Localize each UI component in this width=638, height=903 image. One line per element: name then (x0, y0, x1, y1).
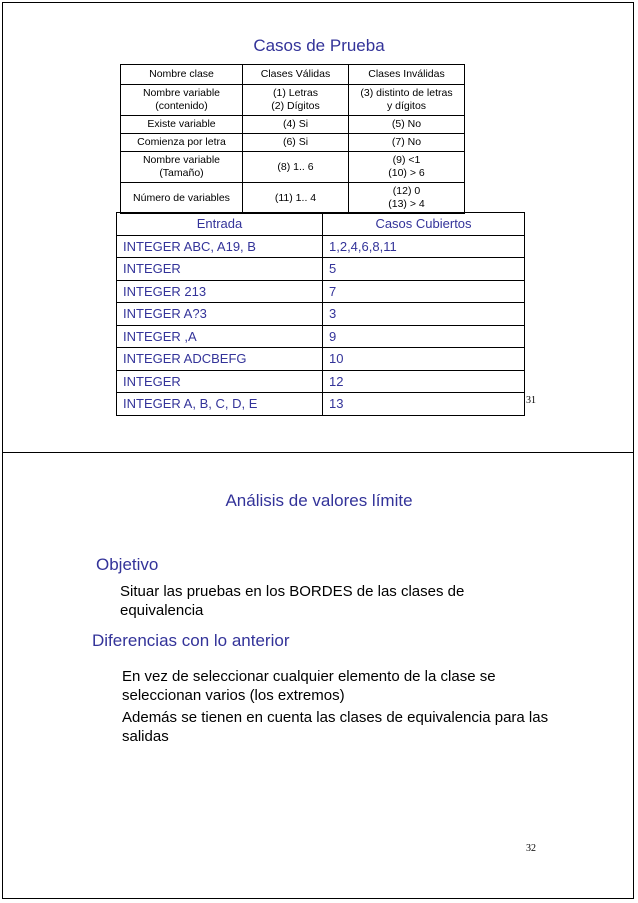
table-cell: (3) distinto de letras y dígitos (349, 85, 465, 116)
table-row (117, 370, 525, 393)
table-cell: (4) Si (243, 116, 349, 134)
objective-heading: Objetivo (96, 555, 159, 574)
table-row (117, 303, 525, 326)
table-header-row (121, 65, 465, 85)
header-clases-invalidas: Clases Inválidas (349, 65, 465, 85)
slide1-title: Casos de Prueba (253, 36, 385, 55)
equivalence-classes-table (120, 64, 465, 214)
table-row (117, 280, 525, 303)
table-cell: (12) 0 (13) > 4 (349, 183, 465, 214)
casos-cubiertos-cell: 9 (323, 325, 525, 348)
entrada-cell: INTEGER ,A (117, 325, 323, 348)
table-row (117, 235, 525, 258)
entrada-cell: INTEGER (117, 370, 323, 393)
table-cell: (7) No (349, 134, 465, 152)
page-number: 31 (526, 395, 536, 406)
slide2-title: Análisis de valores límite (225, 491, 413, 510)
table-row (121, 183, 465, 214)
table-row (117, 258, 525, 281)
entrada-cell: INTEGER ADCBEFG (117, 348, 323, 371)
entrada-cell: INTEGER A, B, C, D, E (117, 393, 323, 416)
page-number: 32 (526, 843, 536, 854)
header-casos-cubiertos: Casos Cubiertos (323, 213, 525, 236)
table-row (121, 85, 465, 116)
table-cell: Nombre variable (contenido) (121, 85, 243, 116)
table-row (117, 348, 525, 371)
table-row (121, 116, 465, 134)
casos-cubiertos-cell: 10 (323, 348, 525, 371)
casos-cubiertos-cell: 12 (323, 370, 525, 393)
casos-cubiertos-cell: 5 (323, 258, 525, 281)
table-cell: Comienza por letra (121, 134, 243, 152)
casos-cubiertos-cell: 1,2,4,6,8,11 (323, 235, 525, 258)
table-cell: Nombre variable (Tamaño) (121, 152, 243, 183)
table-cell: (1) Letras (2) Dígitos (243, 85, 349, 116)
entrada-cell: INTEGER (117, 258, 323, 281)
table-cell: (11) 1.. 4 (243, 183, 349, 214)
casos-cubiertos-cell: 7 (323, 280, 525, 303)
objective-text: Situar las pruebas en los BORDES de las clases de equivalencia (120, 583, 465, 619)
table-cell: (6) Si (243, 134, 349, 152)
casos-cubiertos-cell: 3 (323, 303, 525, 326)
casos-cubiertos-cell: 13 (323, 393, 525, 416)
table-cell: Existe variable (121, 116, 243, 134)
header-clases-validas: Clases Válidas (243, 65, 349, 85)
table-row (121, 134, 465, 152)
table-cell: (8) 1.. 6 (243, 152, 349, 183)
slide-divider (2, 452, 634, 453)
table-row (121, 152, 465, 183)
differences-paragraph-1: En vez de seleccionar cualquier elemento de la clase se seleccionan varios (los extremos) (122, 668, 496, 704)
table-row (117, 325, 525, 348)
test-cases-table (116, 212, 525, 416)
differences-paragraph-2: Además se tienen en cuenta las clases de equivalencia para las salidas (122, 709, 549, 745)
entrada-cell: INTEGER A?3 (117, 303, 323, 326)
table-row (117, 393, 525, 416)
header-entrada: Entrada (117, 213, 323, 236)
entrada-cell: INTEGER 213 (117, 280, 323, 303)
differences-heading: Diferencias con lo anterior (92, 631, 290, 650)
entrada-cell: INTEGER ABC, A19, B (117, 235, 323, 258)
table-header-row (117, 213, 525, 236)
table-cell: Número de variables (121, 183, 243, 214)
table-cell: (5) No (349, 116, 465, 134)
header-nombre-clase: Nombre clase (121, 65, 243, 85)
table-cell: (9) <1 (10) > 6 (349, 152, 465, 183)
